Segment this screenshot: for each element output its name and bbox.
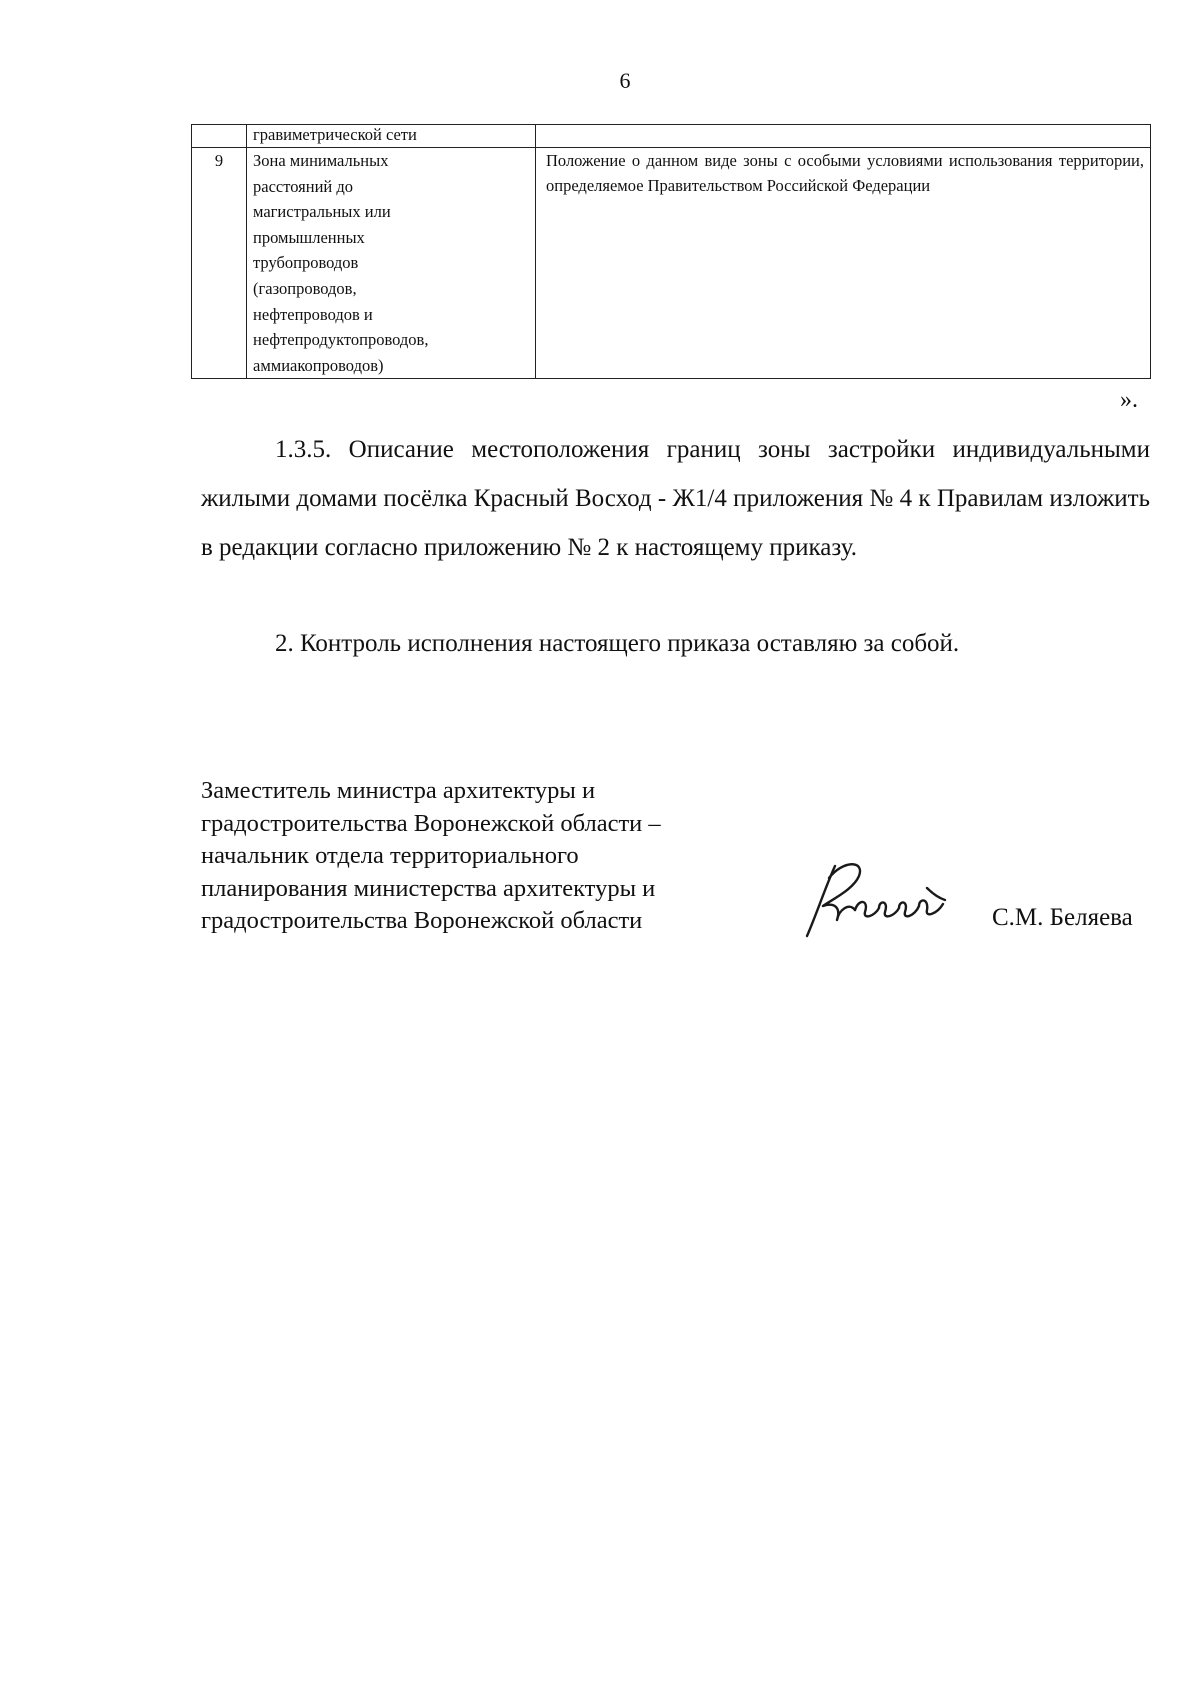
signature-icon [795, 858, 965, 938]
table-cell-number: 9 [192, 148, 247, 379]
page-number: 6 [619, 68, 631, 93]
table-cell-zone-name: гравиметрической сети [247, 125, 536, 148]
signer-title: Заместитель министра архитектуры и градостроительства Воронежской области – начальник отдела территориального планирования министерства архитектуры и градостроительства Воронежской области [201, 777, 661, 934]
table-cell-description: Положение о данном виде зоны с особыми условиями использования территории, определяемое Правительством Российской Федерации [536, 148, 1151, 379]
table-cell-number [192, 125, 247, 148]
table-row [192, 125, 1151, 148]
table-cell-zone-name: Зона минимальных расстояний до магистральных или промышленных трубопроводов (газопроводов, нефтепроводов и нефтепродуктопроводов, аммиакопроводов) [247, 148, 536, 379]
paragraph-2: 2. Контроль исполнения настоящего приказа оставляю за собой. [275, 630, 960, 657]
table-cell-description [536, 125, 1151, 148]
zones-table [191, 124, 1151, 379]
paragraph-1-3-5: 1.3.5. Описание местоположения границ зоны застройки индивидуальными жилыми домами посёлка Красный Восход - Ж1/4 приложения № 4 к Правилам изложить в редакции согласно приложению № 2 к настоящему приказу. [201, 436, 1150, 561]
signer-name: С.М. Беляева [992, 904, 1133, 931]
closing-quote: ». [1120, 387, 1138, 413]
table-row [192, 148, 1151, 379]
